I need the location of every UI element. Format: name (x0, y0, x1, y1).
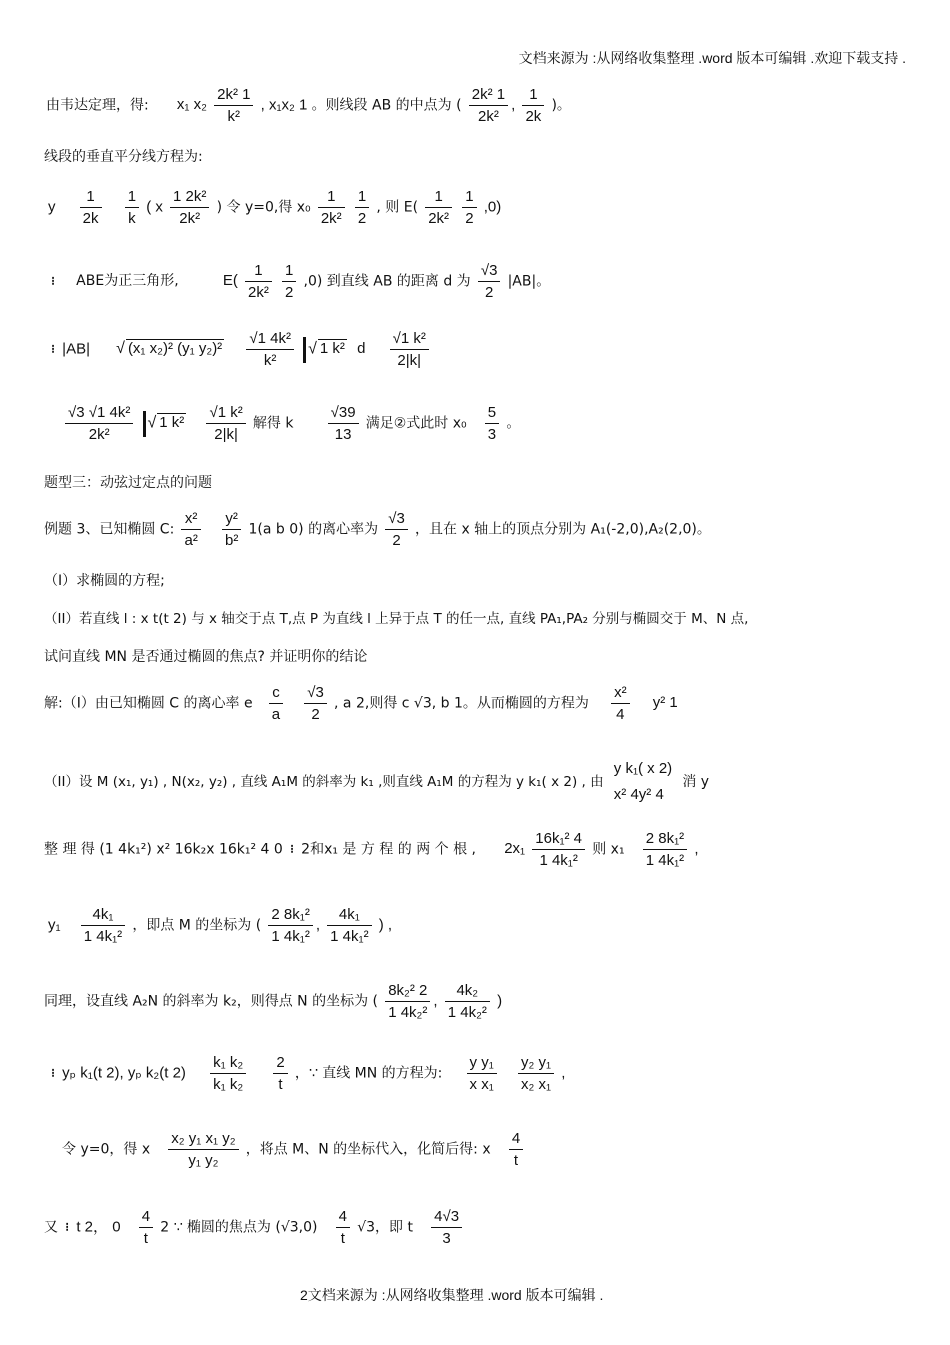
fraction: $\frac{1}{2}$ (282, 262, 296, 301)
fraction: $\frac{\text{√1 k²}}{2|k|}$ (390, 330, 429, 369)
text: 解:（I）由已知椭圆 C 的离心率 e (44, 695, 253, 712)
line-equilateral (48, 262, 550, 301)
line-roots (44, 830, 699, 869)
text: 整 理 得 (1 4k₁²) x² 16k₂x 16k₁² 4 0 (44, 841, 283, 858)
fraction: $\frac{1}{\text{2k²}}$ (245, 262, 272, 301)
fraction: $\frac{\text{1 2k²}}{\text{2k²}}$ (170, 188, 209, 227)
fraction: $\frac{\text{8k₂² 2}}{\text{1 4k₂²}}$ (385, 982, 430, 1021)
fraction: $\frac{c}{a}$ (269, 684, 283, 723)
text: ) 令 y=0,得 x₀ (216, 199, 311, 216)
math: , (694, 840, 699, 858)
fraction: $\frac{\text{x₂ y₁ x₁ y₂}}{\text{y₁ y₂}}$ (168, 1130, 238, 1169)
fraction: $\frac{\text{x²}}{4}$ (611, 684, 630, 723)
text: , 则 E( (376, 199, 419, 216)
math: 2x₁ (504, 840, 526, 858)
fraction: $\frac{5}{3}$ (485, 404, 499, 443)
fraction: $\frac{\text{16k₁² 4}}{\text{1 4k₁²}}$ (532, 830, 585, 869)
text: )。 (551, 97, 571, 114)
radicand: 1 k² (319, 340, 345, 358)
fraction: $\frac{\text{y y₁}}{\text{x x₁}}$ (467, 1054, 497, 1093)
text: 1(a b 0) 的离心率为 (248, 521, 379, 538)
math: d (357, 340, 366, 358)
text: 同理，设直线 A₂N 的斜率为 k₂，则得点 N 的坐标为 ( (44, 993, 379, 1010)
text: , a 2,则得 c √3, b 1。从而椭圆的方程为 (334, 695, 589, 712)
fraction: $\frac{√3}{2}$ (304, 684, 327, 723)
fraction: $\frac{4√3}{3}$ (431, 1208, 462, 1247)
line-point-n: 同理，设直线 A₂N 的斜率为 k₂，则得点 N 的坐标为 ( $\frac{\text{8k₂² 2}}{\text{1 4k₂²}}$ , $\frac{\text{4k₂}}{\text{1 4k₂²}}$ ) (44, 982, 503, 1021)
text: 。则线段 AB 的中点为 ( (311, 97, 462, 114)
divider-bar (303, 337, 306, 363)
line-bisector-eq (48, 188, 501, 227)
question-1: （I）求椭圆的方程; (44, 573, 165, 589)
radicand: (x₁ x₂)² (y₁ y₂)² (127, 340, 223, 358)
text: ，即点 M 的坐标为 ( (132, 917, 262, 934)
fraction: $\frac{1}{k}$ (125, 188, 139, 227)
text: √3，即 t (357, 1219, 413, 1236)
therefore-icon: ⁝ (51, 1066, 55, 1080)
math: ( x (146, 198, 163, 216)
math: x₁ x₂ (176, 96, 207, 114)
math: y² 1 (652, 694, 678, 712)
fraction: $\frac{\text{4k₁}}{\text{1 4k₁²}}$ (81, 906, 125, 945)
text: ABE为正三角形, (76, 273, 179, 290)
text: ，将点 M、N 的坐标代入，化简后得: x (245, 1141, 491, 1158)
therefore-icon: ⁝ (51, 342, 55, 356)
text: 2 ∵ 椭圆的焦点为 (√3,0) (160, 1219, 318, 1236)
fraction: $\frac{\text{y₂ y₁}}{\text{x₂ x₁}}$ (518, 1054, 554, 1093)
fraction: $\frac{√3}{2}$ (478, 262, 501, 301)
fraction: $\frac{1}{2}$ (462, 188, 476, 227)
question-2-cont: 试问直线 MN 是否通过椭圆的焦点? 并证明你的结论 (44, 649, 368, 665)
math: ) , (378, 916, 393, 934)
section-title: 题型三：动弦过定点的问题 (44, 475, 212, 491)
fraction: $\frac{\text{4k₂}}{\text{1 4k₂²}}$ (445, 982, 490, 1021)
therefore-icon: ⁝ (290, 842, 294, 856)
question-2: （II）若直线 l : x t(t 2) 与 x 轴交于点 T,点 P 为直线 l 上异于点 T 的任一点, 直线 PA₁,PA₂ 分别与椭圆交于 M、N 点, (44, 611, 749, 627)
sqrt-icon: √ (116, 340, 125, 358)
fraction: $\frac{4}{t}$ (139, 1208, 153, 1247)
fraction: $\frac{\text{x²}}{\text{a²}}$ (181, 510, 200, 549)
fraction: $\frac{\text{√1 4k²}}{\text{k²}}$ (246, 330, 294, 369)
math: ,0) (483, 198, 502, 216)
math: t 2， 0 (76, 1218, 121, 1236)
text: ，且在 x 轴上的顶点分别为 A₁(-2,0),A₂(2,0)。 (415, 521, 711, 538)
math: y (48, 198, 56, 216)
fraction: $\frac{√3}{2}$ (385, 510, 408, 549)
page-footer: 2文档来源为 :从网络收集整理 .word 版本可编辑 . (300, 1287, 604, 1303)
fraction: $\frac{1}{2}$ (355, 188, 369, 227)
line-vieta: 由韦达定理，得: x₁ x₂ $\frac{\text{2k² 1}}{\text{k²}}$ , x₁x₂ 1 。则线段 AB 的中点为 ( $\frac{\text{2k² 1}}{\text{2k²}}$ , $\frac{1}{2k}$ )。 (46, 86, 571, 125)
text: 又 (44, 1219, 58, 1236)
text: 例题 3、已知椭圆 C: (44, 521, 175, 538)
fraction: $\frac{4}{t}$ (509, 1130, 523, 1169)
divider-bar (143, 411, 146, 437)
fraction: $\frac{\text{2 8k₁²}}{\text{1 4k₁²}}$ (643, 830, 687, 869)
line-x-intercept (62, 1130, 526, 1169)
text: 。 (506, 415, 521, 432)
sqrt-icon: √ (147, 414, 157, 432)
math: ) (497, 992, 503, 1010)
fraction: $\frac{4}{t}$ (336, 1208, 350, 1247)
math: E( (222, 272, 238, 290)
fraction: $\frac{\text{2 8k₁²}}{\text{1 4k₁²}}$ (268, 906, 312, 945)
text: 满足②式此时 x₀ (365, 415, 467, 432)
fraction: $\frac{\text{√1 k²}}{2|k|}$ (206, 404, 245, 443)
therefore-icon: ⁝ (65, 1220, 70, 1234)
math: yₚ k₁(t 2), yₚ k₂(t 2) (62, 1064, 186, 1082)
fraction: $\frac{\text{2k² 1}}{\text{2k²}}$ (469, 86, 508, 125)
fraction: $\frac{\text{4k₁}}{\text{1 4k₁²}}$ (327, 906, 371, 945)
page-header: 文档来源为 :从网络收集整理 .word 版本可编辑 .欢迎下载支持 . (518, 50, 906, 66)
fraction: $\frac{\text{2k² 1}}{\text{k²}}$ (214, 86, 253, 125)
text: ,0) 到直线 AB 的距离 d 为 (303, 273, 471, 290)
line-example3 (44, 510, 711, 549)
fraction: $\frac{1}{\text{2k²}}$ (425, 188, 452, 227)
line-solve-k (62, 404, 520, 443)
text: 消 y (682, 773, 710, 790)
therefore-icon: ⁝ (51, 274, 55, 288)
fraction: $\frac{√39}{13}$ (328, 404, 359, 443)
radicand: 1 k² (159, 414, 185, 432)
line-point-m: y₁ $\frac{\text{4k₁}}{\text{1 4k₁²}}$ ，即点 M 的坐标为 ( $\frac{\text{2 8k₁²}}{\text{1 4k₁²}}$ , $\frac{\text{4k₁}}{\text{1 4k₁²}}$ ) , (48, 906, 393, 945)
text: ，∵ 直线 MN 的方程为: (294, 1065, 443, 1082)
text: （II）设 M (x₁, y₁) , N(x₂, y₂) , 直线 A₁M 的斜率为 k₁ ,则直线 A₁M 的方程为 y k₁( x 2) , 由 (44, 773, 604, 790)
math: |AB| (62, 340, 90, 358)
math: y₁ (48, 916, 61, 934)
text: 由韦达定理，得: (46, 97, 149, 114)
line-solution-2 (44, 756, 709, 808)
line-mn-equation (48, 1054, 565, 1093)
line-ab-length (48, 330, 432, 369)
fraction: $\frac{2}{t}$ (273, 1054, 287, 1093)
fraction: $\frac{\text{√3 √1 4k²}}{\text{2k²}}$ (65, 404, 133, 443)
text: 令 y=0，得 x (62, 1141, 151, 1158)
text: 则 x₁ (592, 841, 625, 858)
math: , x₁x₂ 1 (260, 96, 308, 114)
math: , (561, 1064, 566, 1082)
fraction: $\frac{1}{\text{2k²}}$ (318, 188, 345, 227)
sqrt-icon: √ (308, 340, 317, 358)
fraction: $\frac{1}{2k}$ (80, 188, 102, 227)
fraction: $\frac{\text{y²}}{\text{b²}}$ (222, 510, 241, 549)
text: 解得 k (252, 415, 294, 432)
fraction: $\frac{\text{k₁ k₂}}{\text{k₁ k₂}}$ (210, 1054, 246, 1093)
line-solution-1 (44, 684, 678, 723)
fraction: $\frac{1}{2k}$ (522, 86, 544, 125)
text: |AB|。 (507, 273, 551, 290)
line-conclusion (44, 1208, 465, 1247)
line-perp-bisector-title: 线段的垂直平分线方程为: (44, 149, 203, 165)
text: 2和x₁ 是 方 程 的 两 个 根 , (301, 841, 477, 858)
equation-system: y k₁( x 2) x² 4y² 4 (613, 760, 673, 803)
